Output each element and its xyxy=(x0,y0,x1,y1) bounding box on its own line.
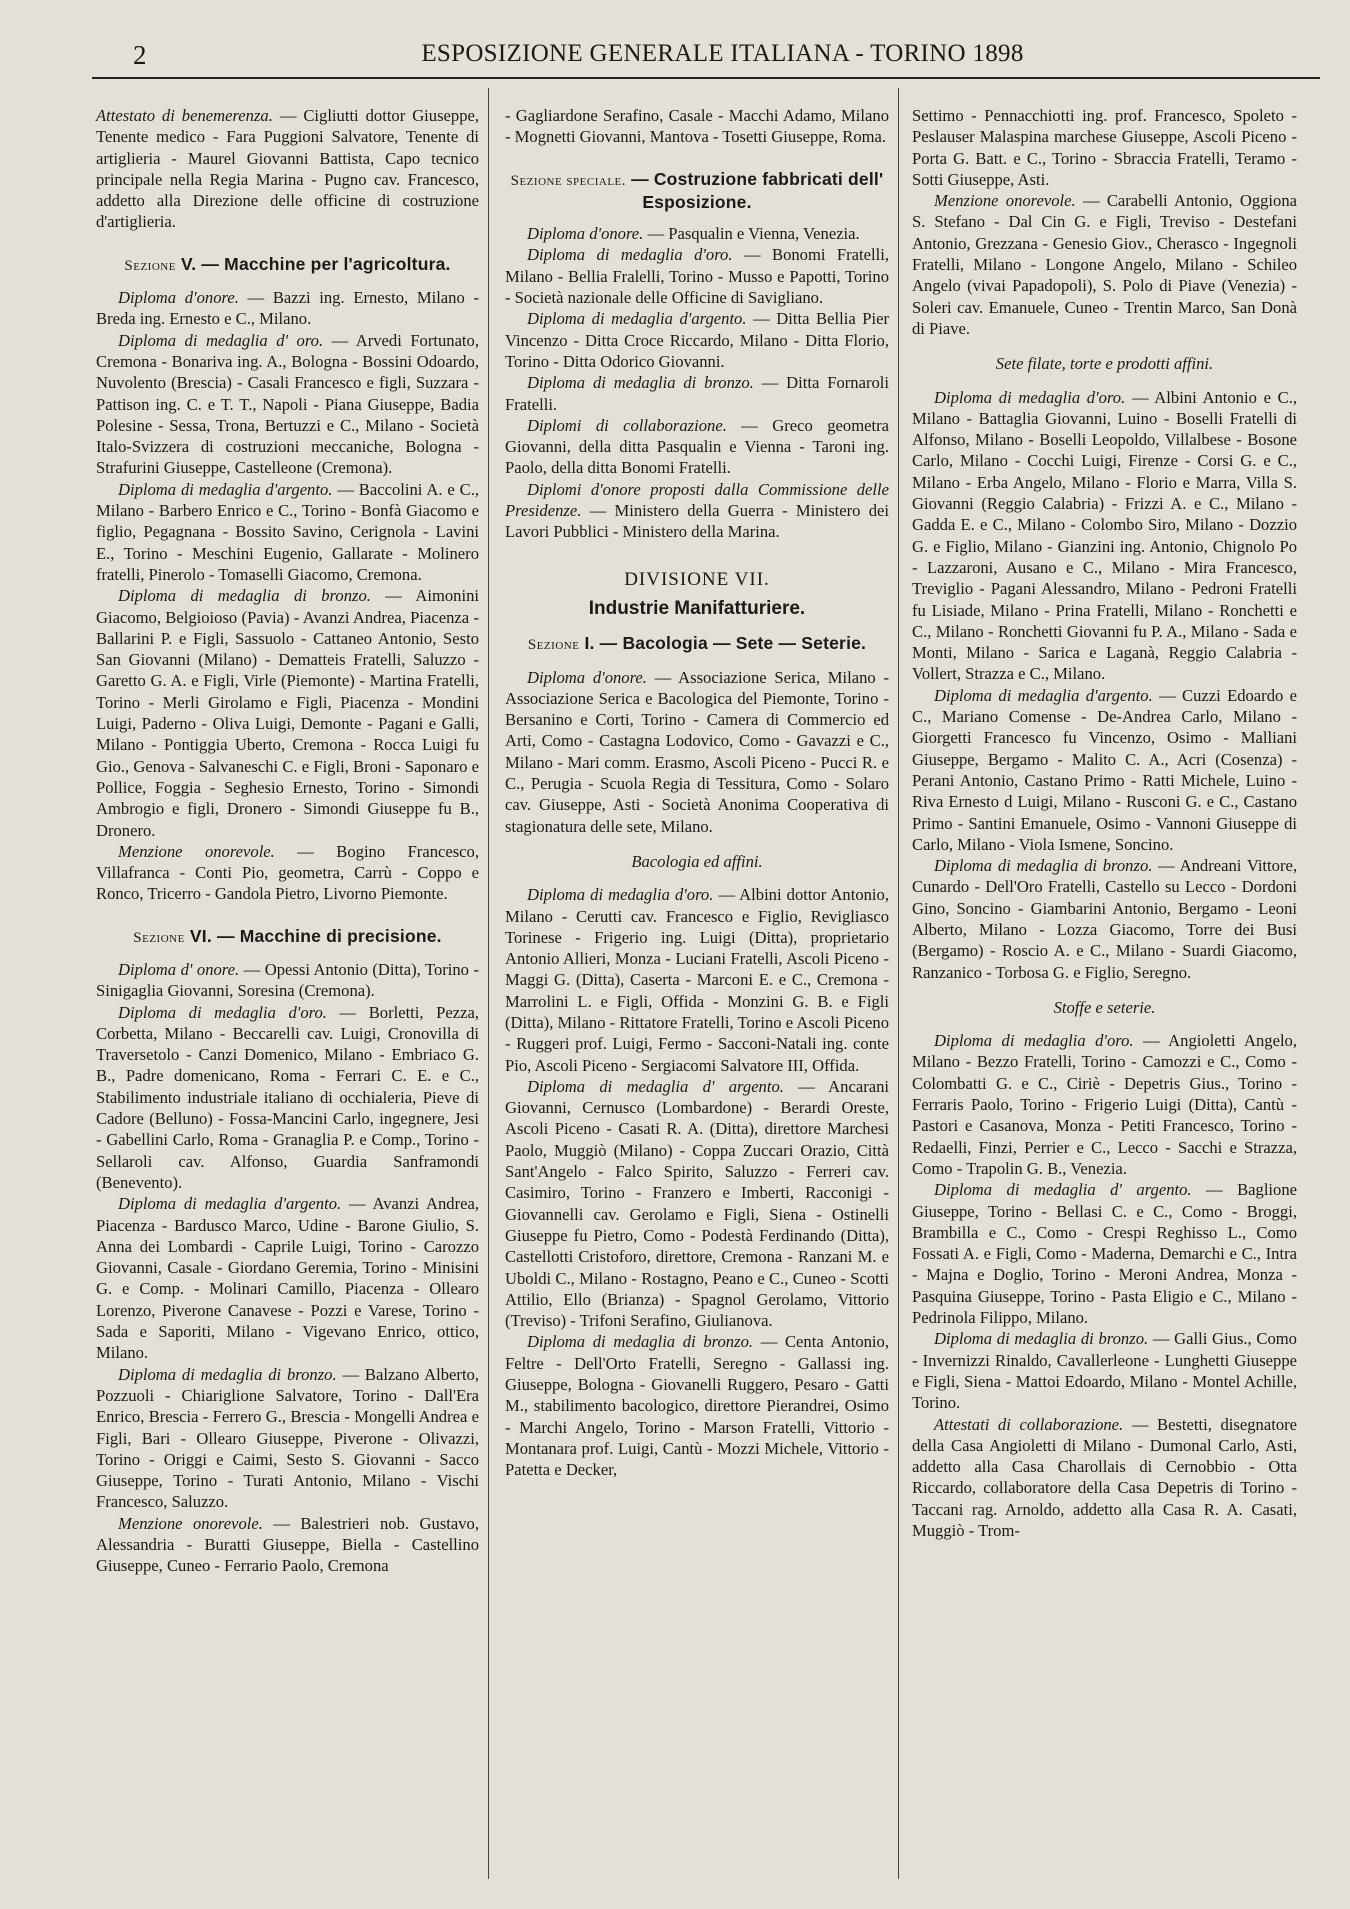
column-2 xyxy=(505,105,889,1481)
entry-medaglia-bronzo: Diploma di medaglia di bronzo. — Galli Gius., Como - Invernizzi Rinaldo, Cavallerleone - Lunghetti Giuseppe e Figli, Siena - Mattoi Edoardo, Milano - Montel Achille, Torino. xyxy=(912,1329,1297,1413)
entry-medaglia-argento: Diploma di medaglia d' argento. — Ancarani Giovanni, Cernusco (Lombardone) - Berardi Oreste, Ascoli Piceno - Casati R. A. (Ditta), direttore Marchesi Paolo, Muggiò (Milano) - Coppa Zuccari Orazio, Città Sant'Angelo - Falco Spirito, Saluzzo - Ferreri cav. Casimiro, Torino - Franzero e Imberti, Racconigi - Giovannelli cav. Gerolamo e Figli, Siena - Ostinelli Giuseppe fu Pietro, Como - Podestà Ferdinando (Ditta), Castellotti Cristoforo, direttore, Cremona - Ranzani M. e Uboldi C., Milano - Rostagno, Peano e C., Cuneo - Scotti Attilio, Ello (Brianza) - Spagnol Gerolamo, Vittorio (Treviso) - Trifoni Serafino, Giulianova. xyxy=(505,1076,889,1331)
entry-diploma-onore: Diploma d'onore. — Associazione Serica, Milano - Associazione Serica e Bacologica del Piemonte, Torino - Bersanino e Corti, Torino - Camera di Commercio ed Arti, Como - Castagna Lodovico, Como - Gavazzi e C., Milano - Mari comm. Erasmo, Ascoli Piceno - Pucci R. e C., Perugia - Scuola Regia di Tessitura, Como - Solaro cav. Giuseppe, Asti - Società Anonima Cooperativa di stagionatura delle sete, Milano. xyxy=(505,667,889,836)
subsection-stoffe: Stoffe e seterie. xyxy=(1053,997,1156,1017)
entry-medaglia-oro: Diploma di medaglia d'oro. — Borletti, Pezza, Corbetta, Milano - Beccarelli cav. Luigi, Cronovilla di Traversetolo - Canzi Domenico, Milano - Embriaco G. B., Padre domenicano, Roma - Ferrari C. E. e C., Stabilimento industriale italiano di occhialeria, Pieve di Cadore (Belluno) - Fossa-Mancini Carlo, ingegnere, Jesi - Gabellini Carlo, Roma - Granaglia P. e Comp., Torino - Sellaroli cav. Alfonso, Guardia Sanframondi (Benevento). xyxy=(96,1002,479,1192)
entry-medaglia-bronzo: Diploma di medaglia di bronzo. — Balzano Alberto, Pozzuoli - Chiariglione Salvatore, Torino - Dall'Era Enrico, Brescia - Ferrero G., Brescia - Mongelli Andrea e Figli, Bari - Ollearo Giuseppe, Piverone - Olivazzi, Torino - Origgi e Caimi, Sesto S. Giovanni - Sacco Giuseppe, Torino - Turati Antonio, Milano - Vischi Francesco, Saluzzo. xyxy=(96,1364,480,1512)
entry-medaglia-oro: Diploma di medaglia d' oro. — Arvedi Fortunato, Cremona - Bonariva ing. A., Bologna - Bossini Odoardo, Nuvolento (Brescia) - Casali Francesco e figli, Suzzara - Pattison ing. C. e T. T., Napoli - Piana Giuseppe, Badia Polesine - Sessa, Trona, Bertuzzi e C., Milano - Società Italo-Svizzera di costruzioni meccaniche, Bologna - Strafurini Giuseppe, Castelleone (Cremona). xyxy=(96,330,479,478)
column-divider-1 xyxy=(488,88,489,1879)
entry-medaglia-bronzo: Diploma di medaglia di bronzo. — Aimonini Giacomo, Belgioioso (Pavia) - Avanzi Andrea, Piacenza - Ballarini P. e Figli, Sassuolo - Cattaneo Antonio, Sesto San Giovanni (Milano) - Dematteis Fratelli, Saluzzo - Garetto G. A. e Figli, Virle (Piemonte) - Martina Fratelli, Torino - Merli Girolamo e Figli, Piacenza - Mondini Luigi, Paderno - Oliva Luigi, Demonte - Pagani e Galli, Milano - Pontiggia Uberto, Cremona - Rocca Luigi fu Gio., Genova - Salvaneschi C. e Figli, Broni - Saponaro e Pollice, Foggia - Seghesio Ernesto, Torino - Simondi Ambrogio e figli, Dronero - Simondi Giuseppe fu B., Dronero. xyxy=(96,586,479,840)
entry-collaborazione: Attestati di collaborazione. — Bestetti, disegnatore della Casa Angioletti di Milano - Dumonal Carlo, Asti, addetto alla Casa Charollais di Cernobbio - Otta Riccardo, collaboratore della Casa Depetris di Torino - Taccani rag. Arnoldo, addetto alla Casa R. A. Casati, Muggiò - Trom- xyxy=(912,1414,1298,1540)
entry-medaglia-bronzo: Diploma di medaglia di bronzo. — Andreani Vittore, Cunardo - Dell'Oro Fratelli, Castello su Lecco - Dordoni Gino, Soncino - Giambarini Antonio, Bergamo - Leoni Alberto, Milano - Lozza Giacomo, Torre dei Busi (Bergamo) - Roscio A. e C., Milano - Suardi Giacomo, Ranzanico - Torbosa G. e Figlio, Seregno. xyxy=(912,856,1297,982)
entry-menzione: Menzione onorevole. — Carabelli Antonio, Oggiona S. Stefano - Dal Cin G. e Figli, Treviso - Destefani Antonio, Grezzana - Genesio Giov., Cherasco - Ingegnoli Fratelli, Milano - Longone Angelo, Milano - Schileo Angelo (vivai Papadopoli), S. Polo di Piave (Venezia) - Soleri cav. Emanuele, Cuneo - Trentin Marco, San Donà di Piave. xyxy=(912,191,1297,338)
entry-proposti: Diplomi d'onore proposti dalla Commissione delle Presidenze. — Ministero della Guerra - Ministero dei Lavori Pubblici - Ministero della Marina. xyxy=(505,479,889,542)
page-header xyxy=(95,38,1320,78)
entry-medaglia-oro: Diploma di medaglia d'oro. — Bonomi Fratelli, Milano - Bellia Fralelli, Torino - Musso e Papotti, Torino - Società nazionale delle Officine di Savigliano. xyxy=(505,245,889,308)
section-heading-speciale: Sezione speciale. — Costruzione fabbricati dell' Esposizione. xyxy=(510,168,884,212)
entry-medaglia-argento: Diploma di medaglia d'argento. — Baccolini A. e C., Milano - Barbero Enrico e C., Torino - Bonfà Giacomo e figlio, Pegagnana - Bossito Savino, Cerignola - Lavini E., Torino - Meschini Eugenio, Gallarate - Molinero fratelli, Pinerolo - Tomaselli Giacomo, Cremona. xyxy=(96,479,480,584)
entry-medaglia-bronzo: Diploma di medaglia di bronzo. — Centa Antonio, Feltre - Dell'Orto Fratelli, Seregno - Gallassi ing. Giuseppe, Bologna - Giovanelli Ruggero, Pesaro - Gatti M., stabilimento bacologico, direttore Pierandrei, Osimo - Marchi Angelo, Torino - Marson Fratelli, Vittorio - Montanara prof. Luigi, Cantù - Mozzi Michele, Vittorio - Patetta e Decker, xyxy=(505,1332,889,1480)
entry-medaglia-argento: Diploma di medaglia d'argento. — Avanzi Andrea, Piacenza - Bardusco Marco, Udine - Barone Giulio, S. Anna dei Lombardi - Caprile Luigi, Torino - Carozzo Giovanni, Casale - Giordano Geremia, Torino - Minisini G. e Comp. - Molinari Camillo, Piacenza - Ollearo Lorenzo, Piverone Canavese - Pozzi e Varese, Torino - Sada e Saporiti, Milano - Vigevano Enrico, ottico, Milano. xyxy=(96,1194,479,1363)
running-title: ESPOSIZIONE GENERALE ITALIANA - TORINO 1898 xyxy=(421,40,1024,67)
column-3 xyxy=(912,105,1297,1541)
entry-attestato: Attestato di benemerenza. — Cigliutti dottor Giuseppe, Tenente medico - Fara Puggioni Salvatore, Tenente di artiglieria - Maurel Giovanni Battista, Capo tecnico principale nella Regia Marina - Pugno cav. Francesco, addetto alla Direzione delle officine di costruzione d'artiglieria. xyxy=(96,106,480,232)
entry-medaglia-argento: Diploma di medaglia d' argento. — Baglione Giuseppe, Torino - Bellasi C. e C., Como - Broggi, Brambilla e C., Como - Crespi Reghisso L., Como Fossati A. e Figli, Como - Maderna, Demarchi e C., Intra - Majna e Doglio, Torino - Meroni Andrea, Monza - Pasquina Giuseppe, Torino - Pasta Eligio e C., Milano - Pedrinola Filippo, Milano. xyxy=(912,1180,1297,1328)
entry-diploma-onore: Diploma d'onore. — Bazzi ing. Ernesto, Milano - Breda ing. Ernesto e C., Milano. xyxy=(96,288,479,329)
entry-medaglia-oro: Diploma di medaglia d'oro. — Angioletti Angelo, Milano - Bezzo Fratelli, Torino - Camozzi e C., Como - Colombatti G. e C., Ciriè - Depetris Gius., Torino - Ferraris Paolo, Torino - Frigerio Luigi (Ditta), Cantù - Pastori e Casanova, Monza - Petiti Francesco, Torino - Redaelli, Finzi, Perrier e C., Lecco - Sacchi e Strazza, Como - Trapolin G. B., Venezia. xyxy=(912,1031,1297,1178)
column-divider-2 xyxy=(898,88,899,1879)
entry-collaborazione: Diplomi di collaborazione. — Greco geometra Giovanni, della ditta Pasqualin e Vienna - Taroni ing. Paolo, della ditta Bonomi Fratelli. xyxy=(505,415,889,478)
entry-medaglia-oro: Diploma di medaglia d'oro. — Albini dottor Antonio, Milano - Cerutti cav. Francesco e Figlio, Revigliasco Torinese - Frigerio ing. Luigi (Ditta), proprietario Antonio Allieri, Monza - Luciani Fratelli, Ascoli Piceno - Maggi G. (Ditta), Caserta - Marconi E. e C., Cremona - Marrolini L. e Figli, Offida - Monzini G. B. e Figli (Ditta), Milano - Rittatore Fratelli, Torino e Ascoli Piceno - Ruggeri prof. Luigi, Fermo - Sacconi-Natali ing. conte Pio, Ascoli Piceno - Sergiacomi Salvatore III, Offida. xyxy=(505,885,889,1075)
subsection-sete: Sete filate, torte e prodotti affini. xyxy=(995,354,1214,374)
entry-medaglia-bronzo: Diploma di medaglia di bronzo. — Ditta Fornaroli Fratelli. xyxy=(505,373,889,414)
entry-medaglia-oro: Diploma di medaglia d'oro. — Albini Antonio e C., Milano - Battaglia Giovanni, Luino - Boselli Fratelli di Alfonso, Milano - Boselli Leopoldo, Villalbese - Bosone Carlo, Milano - Cocchi Luigi, Firenze - Corsi G. e C., Milano - Erba Angelo, Milano - Florio e Marra, Villa S. Giovanni (Reggio Calabria) - Frizzi A. e C., Milano - Gadda E. e C., Milano - Colombo Siro, Milano - Dozzio G. e Figlio, Milano - Gianzini ing. Antonio, Chignolo Po - Lazzaroni, Ausano e C., Milano - Mira Francesco, Treviglio - Pagani Alessandro, Milano - Pedroni Fratelli fu Lisiade, Milano - Prina Fratelli, Milano - Ronchetti e C., Milano - Ronchetti Giovanni fu P. A., Milano - Sada e Monti, Milano - Sarica e Laganà, Reggio Calabria - Vollert, Strazza e C., Milano. xyxy=(912,387,1297,684)
entry-diploma-onore: Diploma d'onore. — Pasqualin e Vienna, Venezia. xyxy=(527,224,860,244)
page-number: 2 xyxy=(133,40,147,70)
section-heading-vi: Sezione VI. — Macchine di precisione. xyxy=(133,925,442,946)
header-rule xyxy=(92,77,1320,79)
division-heading: DIVISIONE VII. xyxy=(624,568,770,590)
section-heading-i: Sezione I. — Bacologia — Sete — Seterie. xyxy=(527,633,867,654)
column-1 xyxy=(96,105,479,1577)
entry-diploma-onore: Diploma d' onore. — Opessi Antonio (Ditta), Torino - Sinigaglia Giovanni, Soresina (Cremona). xyxy=(96,959,479,1001)
entry-medaglia-argento: Diploma di medaglia d'argento. — Ditta Bellia Pier Vincenzo - Ditta Croce Riccardo, Milano - Ditta Florio, Torino - Ditta Odorico Giovanni. xyxy=(505,309,890,371)
entry-continuation: Settimo - Pennacchiotti ing. prof. Francesco, Spoleto - Peslauser Malaspina marchese Giuseppe, Ascoli Piceno - Porta G. Batt. e C., Torino - Sbraccia Fratelli, Teramo - Sotti Giuseppe, Asti. xyxy=(912,106,1297,189)
subsection-bacologia: Bacologia ed affini. xyxy=(631,851,763,871)
division-title: Industrie Manifatturiere. xyxy=(588,597,806,619)
entry-medaglia-argento: Diploma di medaglia d'argento. — Cuzzi Edoardo e C., Mariano Comense - De-Andrea Carlo, Milano - Giorgetti Francesco fu Vincenzo, Osimo - Malliani Giuseppe, Bergamo - Malito C. A., Acri (Cosenza) - Perani Antonio, Castano Primo - Ratti Michele, Luino - Riva Ernesto d Luigi, Milano - Rusconi G. e C., Castano Primo - Santini Emanuele, Osimo - Vannoni Giuseppe di Carlo, Milano - Viola Ismene, Soncino. xyxy=(912,685,1297,854)
entry-continuation: - Gagliardone Serafino, Casale - Macchi Adamo, Milano - Mognetti Giovanni, Mantova - Tosetti Giuseppe, Roma. xyxy=(505,106,889,147)
entry-menzione: Menzione onorevole. — Bogino Francesco, Villafranca - Conti Pio, geometra, Carrù - Coppo e Ronco, Tricerro - Gandola Pietro, Livorno Piemonte. xyxy=(96,841,479,904)
entry-menzione: Menzione onorevole. — Balestrieri nob. Gustavo, Alessandria - Buratti Giuseppe, Biella - Castellino Giuseppe, Cuneo - Ferrario Paolo, Cremona xyxy=(96,1513,479,1576)
section-heading-v: Sezione V. — Macchine per l'agricoltura. xyxy=(124,253,451,274)
